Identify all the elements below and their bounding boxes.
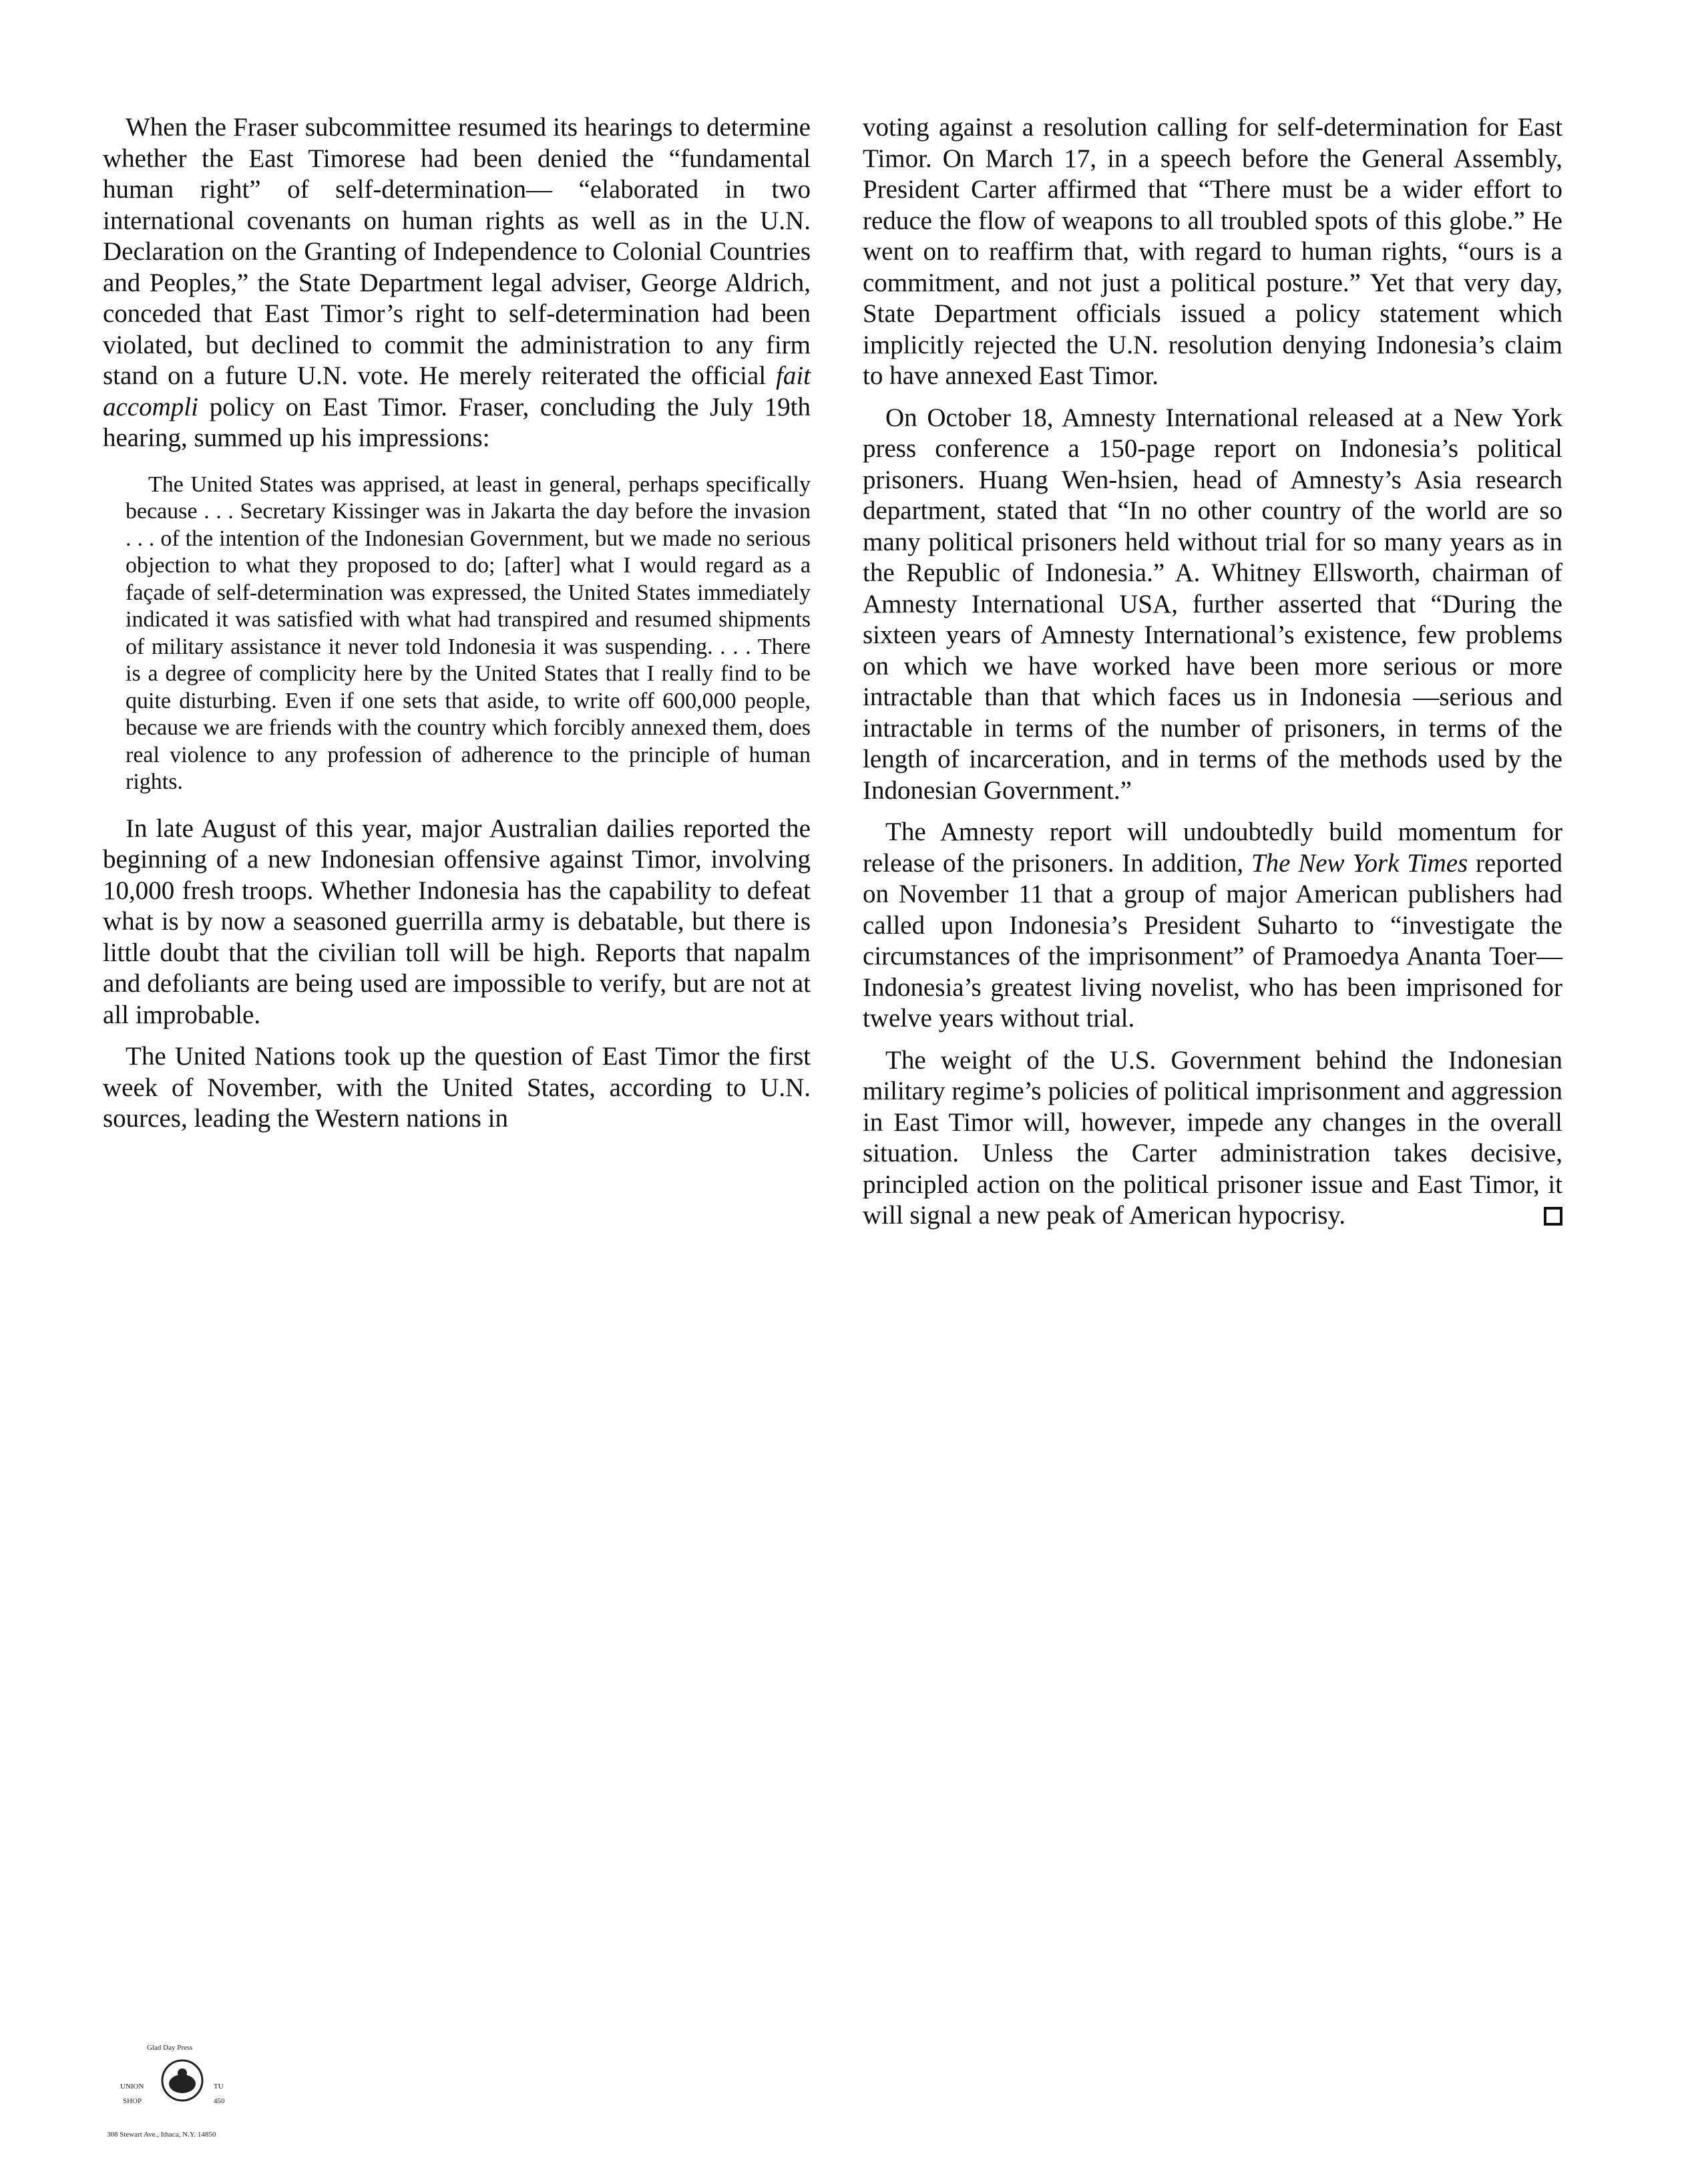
union-seal-icon	[159, 2057, 206, 2104]
shop-label: SHOP	[123, 2097, 142, 2105]
paragraph-text: The Amnesty report will undoubtedly build momentum for release of the prisoners. In addition,	[863, 817, 1562, 878]
paragraph-australian-dailies: In late August of this year, major Australian dailies reported the beginning of a new Indonesian offensive against Timor, involving 10,000 fresh troops. Whether Indonesia has the capability to defeat what is by now a seasoned guerrilla army is debatable, but there is little doubt that the civilian toll will be high. Reports that napalm and defoliants are being used are impossible to verify, but are not at all improbable.	[103, 813, 811, 1029]
paragraph-continuation: voting against a resolution calling for self-determination for East Timor. On March 17, in a speech before the General Assembly, President Carter affirmed that “There must be a wider effort to reduce the flow of weapons to all troubled spots of this globe.” He went on to reaffirm that, with regard to human rights, “ours is a commitment, and not just a political posture.” Yet that very day, State Department officials issued a policy statement which implicitly rejected the U.N. resolution denying Indonesia’s claim to have annexed East Timor.	[863, 113, 1562, 390]
block-quote: The United States was apprised, at least in general, perhaps specifically because . . . Secretary Kissinger was in Jakarta the day before the invasion . . . of the intention of the Indonesian Government, but we made no serious objection to what they proposed to do; [after] what I would regard as a façade of self-determination was expressed, the United States immediately indicated it was satisfied with what had transpired and resumed shipments of military assistance it never told Indonesia it was suspending. . . . There is a degree of complicity here by the United States that I really find to be quite disturbing. Even if one sets that aside, to write off 600,000 people, because we are friends with the country which forcibly annexed them, does real violence to any profession of adherence to the principle of human rights.	[126, 472, 811, 794]
union-bug-logo	[107, 2044, 274, 2144]
italic-phrase: The New York Times	[1251, 848, 1468, 878]
end-mark-icon	[1544, 1207, 1562, 1226]
paragraph-amnesty-report: On October 18, Amnesty International released at a New York press conference a 150-page report on Indonesia’s political prisoners. Huang Wen-hsien, head of Amnesty’s Asia research department, stated that “In no other country of the world are so many political prisoners held without trial for so many years as in the Republic of Indonesia.” A. Whitney Ellsworth, chairman of Amnesty International USA, further asserted that “During the sixteen years of Amnesty International’s existence, few problems on which we have worked have been more serious or more intractable than that which faces us in Indonesia —serious and intractable in terms of the number of prisoners, in terms of the length of incarceration, and in terms of the methods used by the Indonesian Government.”	[863, 403, 1562, 805]
paragraph-conclusion	[863, 1045, 1562, 1232]
press-name: Glad Day Press	[147, 2044, 193, 2052]
press-address: 308 Stewart Ave., Ithaca, N.Y. 14850	[107, 2131, 216, 2139]
paragraph-text: When the Fraser subcommittee resumed its hearings to determine whether the East Timorese had been denied the “fundamental human right” of self-determination— “elaborated in two international covenants on human rights as well as in the U.N. Declaration on the Granting of Independence to Colonial Countries and Peoples,” the State Department legal adviser, George Aldrich, conceded that East Timor’s right to self-determination had been violated, but declined to commit the administration to any firm stand on a future U.N. vote. He merely reiterated the official	[103, 113, 811, 390]
left-column	[103, 112, 811, 1135]
paragraph-fraser-hearings	[103, 112, 811, 454]
union-number: 450	[214, 2097, 225, 2105]
paragraph-text: The weight of the U.S. Government behind the Indonesian military regime’s policies of political imprisonment and aggression in East Timor will, however, impede any changes in the overall situation. Unless the Carter administration takes decisive, principled action on the political prisoner issue and East Timor, it will signal a new peak of American hypocrisy.	[863, 1045, 1562, 1230]
paragraph-momentum	[863, 817, 1562, 1035]
union-code: TU	[214, 2082, 224, 2090]
union-label: UNION	[120, 2082, 144, 2090]
italic-phrase: fait accompli	[103, 361, 811, 421]
right-column	[863, 112, 1562, 1232]
paragraph-text: policy on East Timor. Fraser, concluding the July 19th hearing, summed up his impressions:	[103, 392, 811, 452]
paragraph-text: reported on November 11 that a group of major American publishers had called upon Indonesia’s President Suharto to “investigate the circumstances of the imprisonment” of Pramoedya Ananta Toer—Indonesia’s greatest living novelist, who has been imprisoned for twelve years without trial.	[863, 848, 1562, 1033]
paragraph-united-nations: The United Nations took up the question of East Timor the first week of November, with the United States, according to U.N. sources, leading the Western nations in	[103, 1042, 811, 1133]
